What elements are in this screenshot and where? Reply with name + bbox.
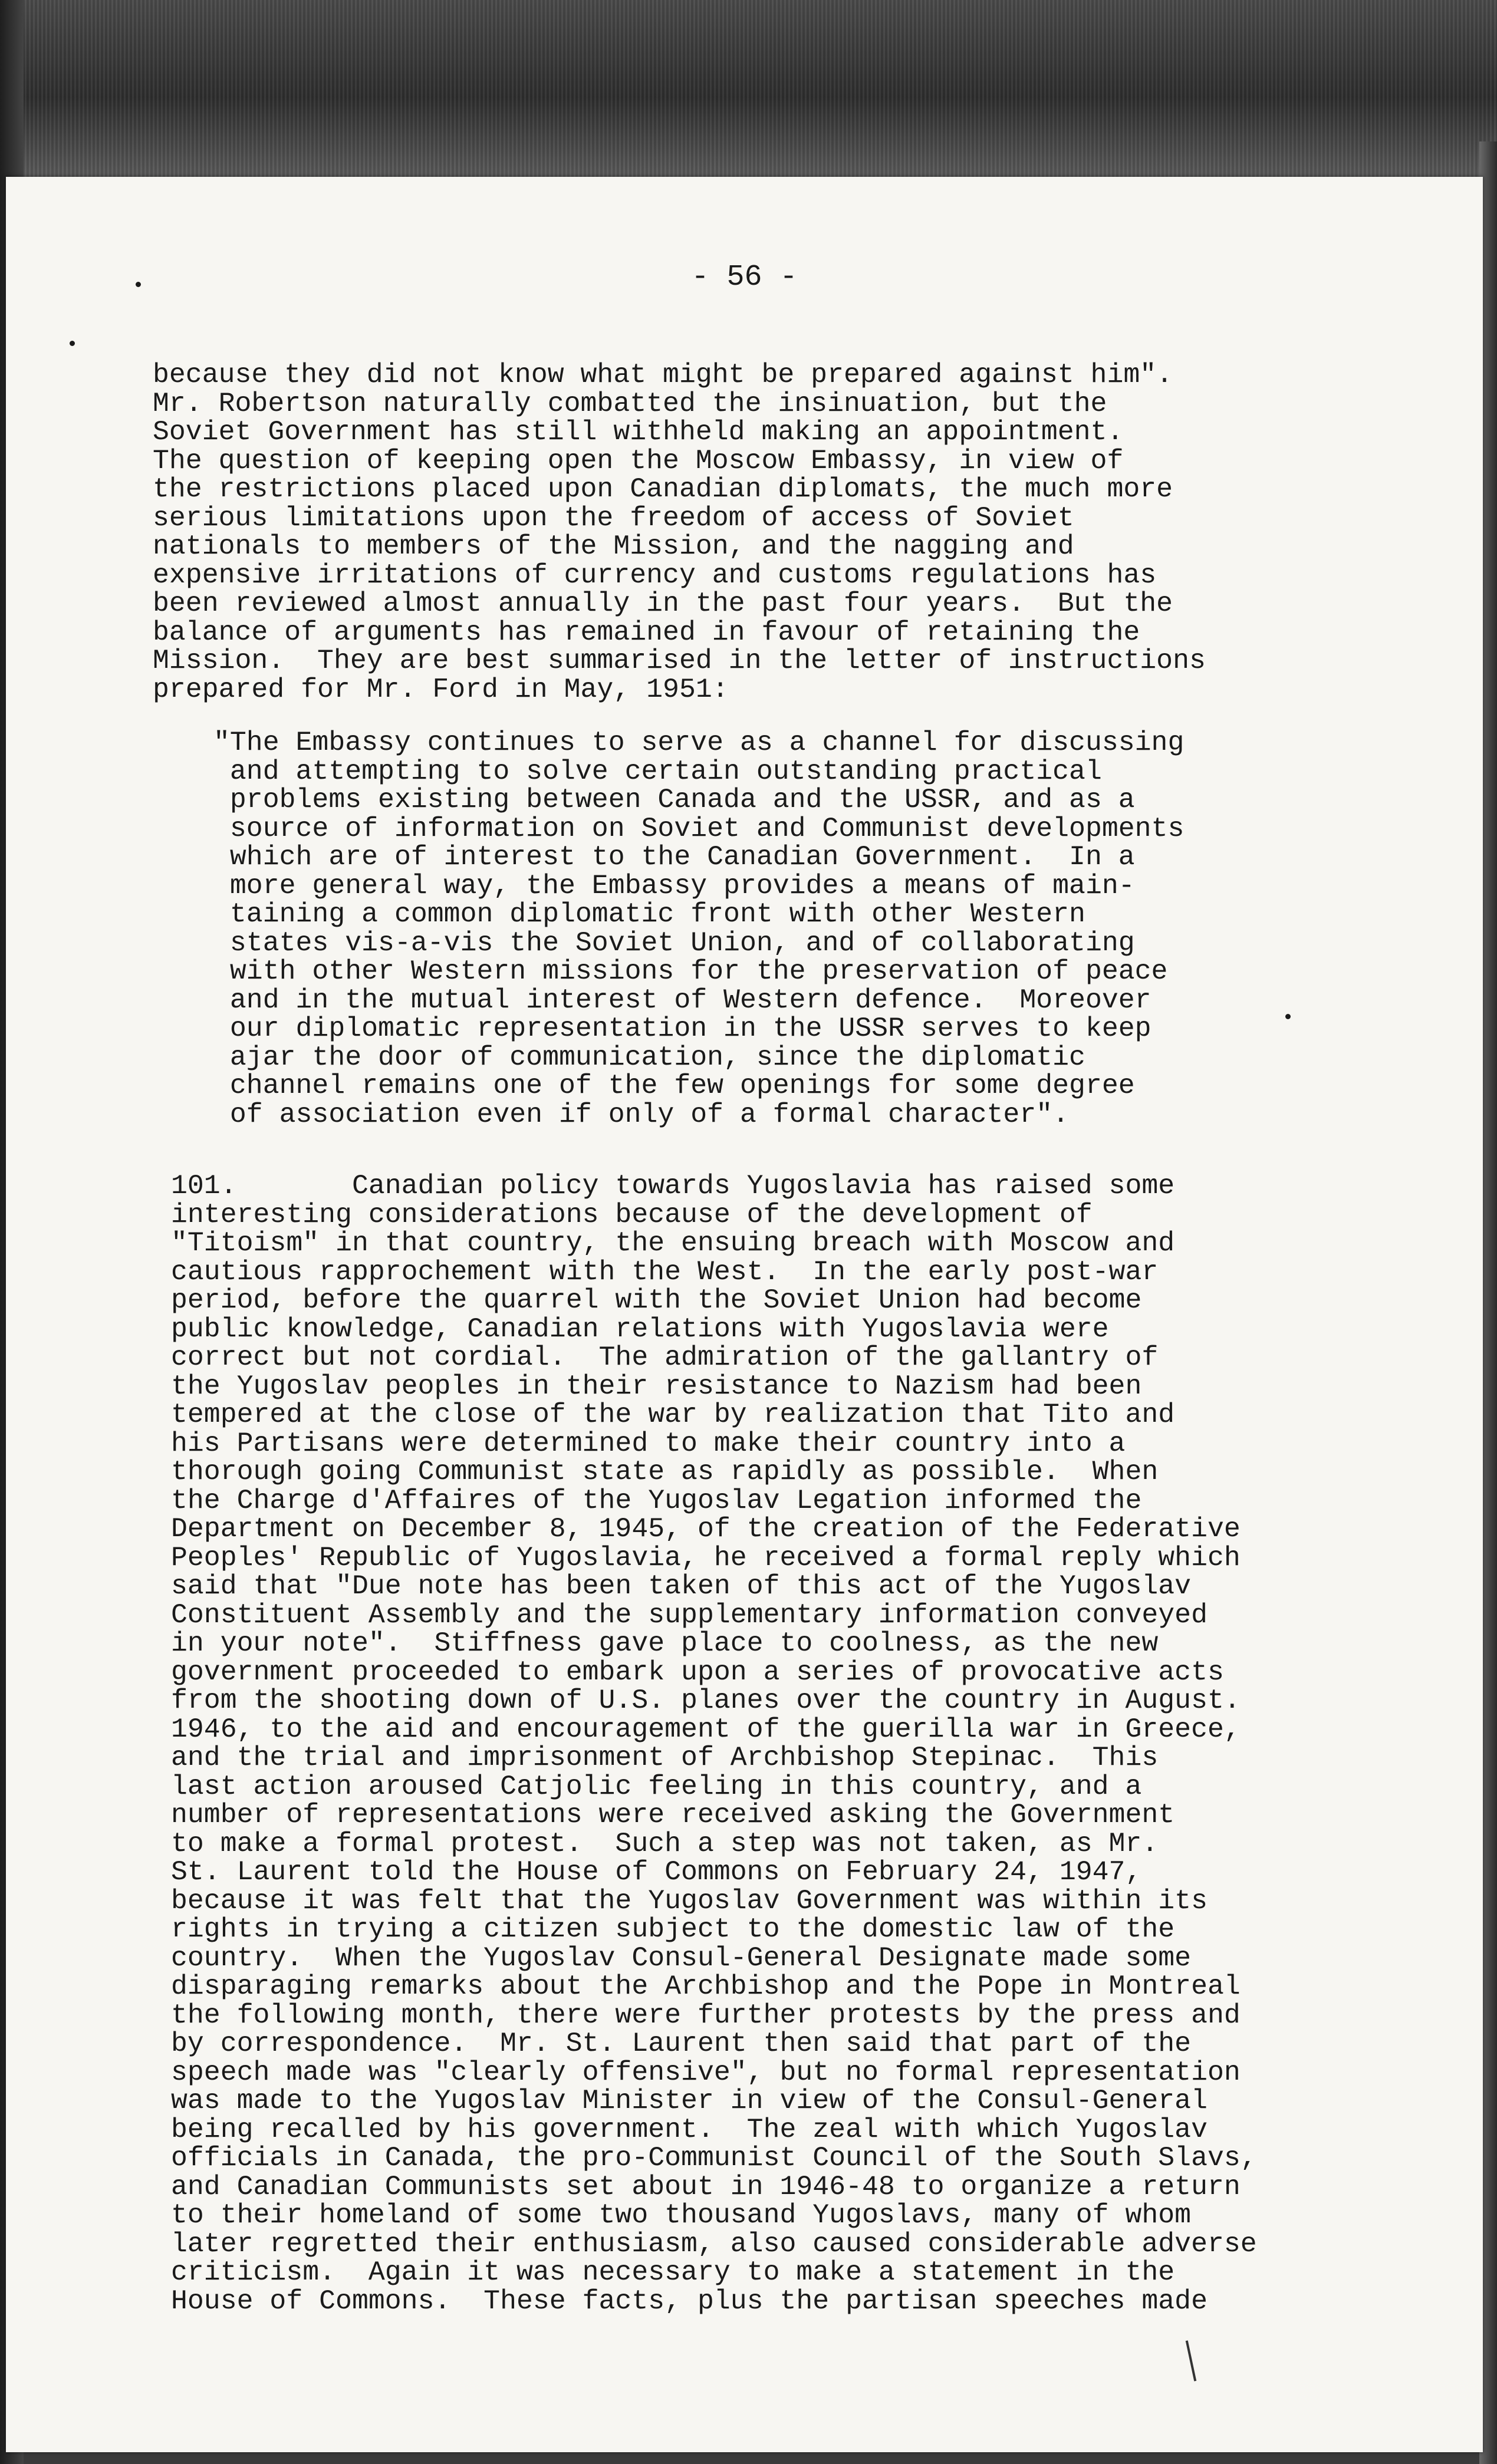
paragraph-101 bbox=[171, 1172, 1257, 2315]
text-line: 1946, to the aid and encouragement of the guerilla war in Greece, bbox=[171, 1713, 1241, 1745]
quote-line: with other Western missions for the preservation of peace bbox=[213, 956, 1168, 987]
text-line: public knowledge, Canadian relations with Yugoslavia were bbox=[171, 1313, 1109, 1345]
text-line: serious limitations upon the freedom of access of Soviet bbox=[153, 502, 1074, 533]
scanner-background bbox=[0, 0, 1497, 177]
text-line: interesting considerations because of the development of bbox=[171, 1198, 1093, 1230]
text-line: was made to the Yugoslav Minister in view of the Consul-General bbox=[171, 2085, 1208, 2116]
text-line: Mr. Robertson naturally combatted the insinuation, but the bbox=[153, 387, 1107, 419]
text-line: Mission. They are best summarised in the letter of instructions bbox=[153, 645, 1206, 676]
text-line: the following month, there were further protests by the press and bbox=[171, 1999, 1241, 2031]
quote-line: states vis-a-vis the Soviet Union, and of collaborating bbox=[213, 927, 1135, 958]
text-line: Constituent Assembly and the supplementary information conveyed bbox=[171, 1599, 1208, 1630]
text-line: "Titoism" in that country, the ensuing breach with Moscow and bbox=[171, 1227, 1175, 1259]
text-line: disparaging remarks about the Archbishop and the Pope in Montreal bbox=[171, 1971, 1241, 2002]
quote-line: "The Embassy continues to serve as a channel for discussing bbox=[213, 727, 1185, 758]
quote-line: taining a common diplomatic front with other Western bbox=[213, 898, 1085, 930]
text-line: his Partisans were determined to make their country into a bbox=[171, 1427, 1126, 1459]
quote-line: more general way, the Embassy provides a means of main- bbox=[213, 869, 1135, 901]
quote-line: channel remains one of the few openings for some degree bbox=[213, 1070, 1135, 1101]
quote-line: our diplomatic representation in the USSR serves to keep bbox=[213, 1013, 1151, 1044]
text-line: country. When the Yugoslav Consul-General Designate made some bbox=[171, 1942, 1192, 1974]
opening-paragraph bbox=[153, 361, 1206, 704]
text-line: thorough going Communist state as rapidly as possible. When bbox=[171, 1456, 1159, 1487]
text-line: nationals to members of the Mission, and the nagging and bbox=[153, 531, 1074, 562]
text-line: to their homeland of some two thousand Yugoslavs, many of whom bbox=[171, 2199, 1192, 2231]
margin-dot bbox=[70, 341, 75, 346]
text-line: rights in trying a citizen subject to the domestic law of the bbox=[171, 1913, 1175, 1945]
text-line: prepared for Mr. Ford in May, 1951: bbox=[153, 673, 729, 705]
text-line: period, before the quarrel with the Soviet Union had become bbox=[171, 1284, 1142, 1316]
text-line: said that "Due note has been taken of this act of the Yugoslav bbox=[171, 1570, 1192, 1602]
text-line: cautious rapprochement with the West. In the early post-war bbox=[171, 1256, 1159, 1287]
text-line: 101. Canadian policy towards Yugoslavia has raised some bbox=[171, 1170, 1175, 1201]
text-line: speech made was "clearly offensive", but no formal representation bbox=[171, 2056, 1241, 2088]
text-line: by correspondence. Mr. St. Laurent then said that part of the bbox=[171, 2028, 1192, 2059]
text-line: being recalled by his government. The zeal with which Yugoslav bbox=[171, 2113, 1208, 2145]
text-line: because they did not know what might be prepared against him". bbox=[153, 359, 1173, 390]
text-line: expensive irritations of currency and customs regulations has bbox=[153, 559, 1157, 591]
margin-dot bbox=[136, 282, 141, 287]
text-line: to make a formal protest. Such a step was not taken, as Mr. bbox=[171, 1827, 1159, 1859]
text-line: Peoples' Republic of Yugoslavia, he received a formal reply which bbox=[171, 1541, 1241, 1573]
quote-line: which are of interest to the Canadian Government. In a bbox=[213, 841, 1135, 872]
text-line: balance of arguments has remained in favour of retaining the bbox=[153, 616, 1140, 648]
text-line: number of representations were received asking the Government bbox=[171, 1799, 1175, 1830]
quote-line: problems existing between Canada and the USSR, and as a bbox=[213, 784, 1135, 815]
text-line: in your note". Stiffness gave place to coolness, as the new bbox=[171, 1628, 1159, 1659]
text-line: and Canadian Communists set about in 1946-48 to organize a return bbox=[171, 2170, 1241, 2202]
text-line: Department on December 8, 1945, of the creation of the Federative bbox=[171, 1513, 1241, 1544]
page-number: - 56 - bbox=[691, 261, 798, 294]
quote-line: of association even if only of a formal character". bbox=[213, 1098, 1070, 1130]
document-page bbox=[6, 177, 1483, 2452]
text-line: the restrictions placed upon Canadian diplomats, the much more bbox=[153, 473, 1173, 505]
quote-line: and in the mutual interest of Western defence. Moreover bbox=[213, 984, 1151, 1016]
text-line: because it was felt that the Yugoslav Government was within its bbox=[171, 1885, 1208, 1916]
text-line: later regretted their enthusiasm, also caused considerable adverse bbox=[171, 2228, 1257, 2259]
text-line: Soviet Government has still withheld making an appointment. bbox=[153, 416, 1124, 447]
text-line: correct but not cordial. The admiration of the gallantry of bbox=[171, 1342, 1159, 1373]
pencil-mark bbox=[1186, 2340, 1196, 2381]
text-line: been reviewed almost annually in the past four years. But the bbox=[153, 588, 1173, 619]
quote-line: source of information on Soviet and Communist developments bbox=[213, 812, 1185, 844]
text-line: the Charge d'Affaires of the Yugoslav Legation informed the bbox=[171, 1484, 1142, 1516]
text-line: The question of keeping open the Moscow Embassy, in view of bbox=[153, 444, 1124, 476]
text-line: officials in Canada, the pro-Communist Council of the South Slavs, bbox=[171, 2142, 1257, 2173]
text-line: government proceeded to embark upon a series of provocative acts bbox=[171, 1656, 1224, 1688]
quotation-block bbox=[213, 729, 1184, 1129]
text-line: criticism. Again it was necessary to make a statement in the bbox=[171, 2257, 1175, 2288]
text-line: tempered at the close of the war by realization that Tito and bbox=[171, 1399, 1175, 1430]
text-line: from the shooting down of U.S. planes over the country in August. bbox=[171, 1685, 1241, 1716]
text-line: and the trial and imprisonment of Archbishop Stepinac. This bbox=[171, 1742, 1159, 1773]
text-line: St. Laurent told the House of Commons on February 24, 1947, bbox=[171, 1856, 1142, 1887]
margin-dot bbox=[1285, 1014, 1291, 1019]
quote-line: and attempting to solve certain outstanding practical bbox=[213, 755, 1102, 787]
text-line: the Yugoslav peoples in their resistance to Nazism had been bbox=[171, 1370, 1142, 1402]
text-line: House of Commons. These facts, plus the partisan speeches made bbox=[171, 2285, 1208, 2317]
text-line: last action aroused Catjolic feeling in this country, and a bbox=[171, 1770, 1142, 1802]
quote-line: ajar the door of communication, since the diplomatic bbox=[213, 1041, 1085, 1073]
